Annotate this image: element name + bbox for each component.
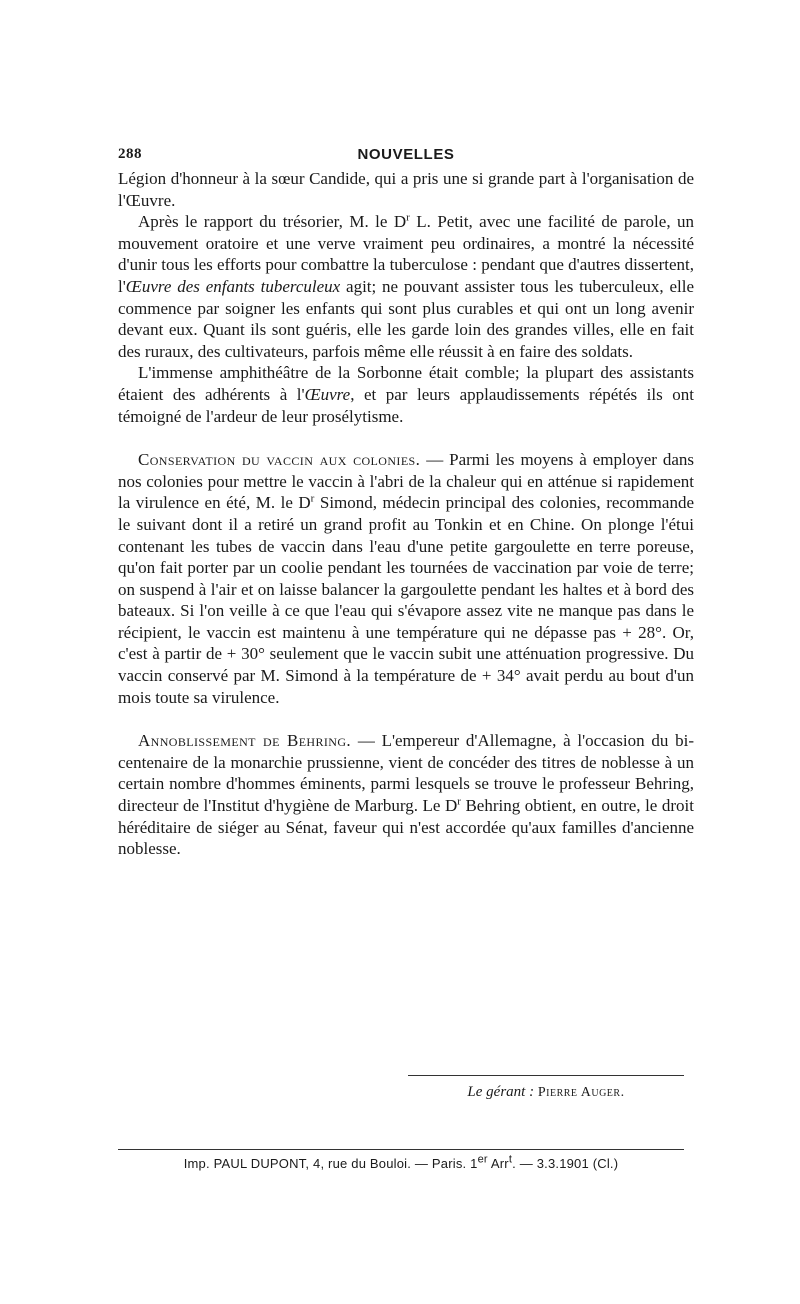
printer-imprint: [118, 1153, 684, 1171]
paragraph-text: Après le rapport du trésorier, M. le D: [138, 212, 407, 232]
superscript: r: [310, 492, 315, 505]
superscript: r: [406, 211, 410, 224]
imprint-rule: [118, 1149, 684, 1150]
page-number: 288: [118, 146, 142, 162]
imprint-text: Imp. PAUL DUPONT, 4, rue du Bouloi. — Paris. 1: [183, 1156, 478, 1171]
article-heading: Annoblissement de Behring.: [138, 731, 352, 751]
paragraph-text: agit; ne pouvant assister tous les tuberculeux, elle commence par soigner les enfants qui sont plus curables et qui ont un long avenir devant eux. Quant ils sont guéris, elle les garde loin des grandes villes, elle en fait des ruraux, des cultivateurs, parfois même elle réussit à en faire des soldats.: [118, 276, 694, 361]
oeuvre-title: Œuvre des enfants tuberculeux: [125, 276, 341, 296]
page-body: [118, 142, 694, 860]
article-conservation: [118, 449, 694, 708]
running-head: [118, 142, 694, 168]
signature-name: Pierre Auger.: [537, 1085, 625, 1100]
imprint-text: Arr: [487, 1156, 509, 1171]
signature-rule: [408, 1075, 684, 1076]
section-title: NOUVELLES: [357, 146, 455, 163]
article-heading: Conservation du vaccin aux colonies.: [138, 450, 421, 470]
article-text: Behring obtient, en outre, le droit héréditaire de siéger au Sénat, faveur qui n'est accordée qu'aux familles d'ancienne noblesse.: [118, 796, 694, 859]
signature-label: Le gérant :: [467, 1084, 535, 1100]
paragraph-text: L'immense amphithéâtre de la Sorbonne était comble; la plupart des assistants étaient des adhérents à l': [118, 363, 694, 404]
oeuvre-title: Œuvre: [304, 384, 351, 404]
article-behring: [118, 730, 694, 860]
superscript: t: [508, 1153, 513, 1166]
paragraph-text: L. Petit, avec une facilité de parole, un mouvement oratoire et une verve vraiment peu ordinaires, a montré la nécessité d'unir tous les efforts pour combattre la tuberculose : pendant que d'autres dissertent, l': [118, 212, 695, 296]
article-text: Simond, médecin principal des colonies, recommande le suivant dont il a retiré un grand profit au Tonkin et en Chine. On plonge l'étui contenant les tubes de vaccin dans l'eau d'une petite gargoulette en terre poreuse, qu'on fait porter par un coolie pendant les tournées de vaccination par voie de terre; on suspend à l'air et on laisse balancer la gargoulette pendant les haltes et à bord des bateaux. Si l'on veille à ce que l'eau qui s'évapore assez vite ne manque pas dans le récipient, le vaccin est maintenu à une température qui ne dépasse pas + 28°. Or, c'est à partir de + 30° seulement que le vaccin subit une atténuation progressive. Du vaccin conservé par M. Simond à la température de + 34° avait perdu au bout d'un mois toute sa virulence.: [118, 493, 694, 707]
imprint-text: . — 3.3.1901 (Cl.): [512, 1156, 619, 1171]
article-text: — Parmi les moyens à employer dans nos colonies pour mettre le vaccin à l'abri de la chaleur qui en atténue si rapidement la virulence en été, M. le D: [118, 450, 694, 513]
signature: [408, 1084, 684, 1101]
article-text: — L'empereur d'Allemagne, à l'occasion du bi-centenaire de la monarchie prussienne, vient de concéder des titres de noblesse à un certain nombre d'hommes éminents, parmi lesquels se trouve le professeur Behring, directeur de l'Institut d'hygiène de Marburg. Le D: [118, 731, 694, 816]
superscript: r: [457, 795, 461, 808]
paragraph-petit: [118, 211, 694, 362]
paragraph-legion: [118, 168, 694, 211]
paragraph-text: Légion d'honneur à la sœur Candide, qui a pris une si grande part à l'organisation de l'Œuvre.: [118, 169, 694, 210]
superscript: er: [477, 1153, 488, 1166]
paragraph-text: , et par leurs applaudissements répétés ils ont témoigné de l'ardeur de leur prosélytisme.: [118, 384, 694, 426]
section-spacer: [118, 708, 694, 730]
paragraph-sorbonne: [118, 362, 694, 427]
section-spacer: [118, 427, 694, 449]
